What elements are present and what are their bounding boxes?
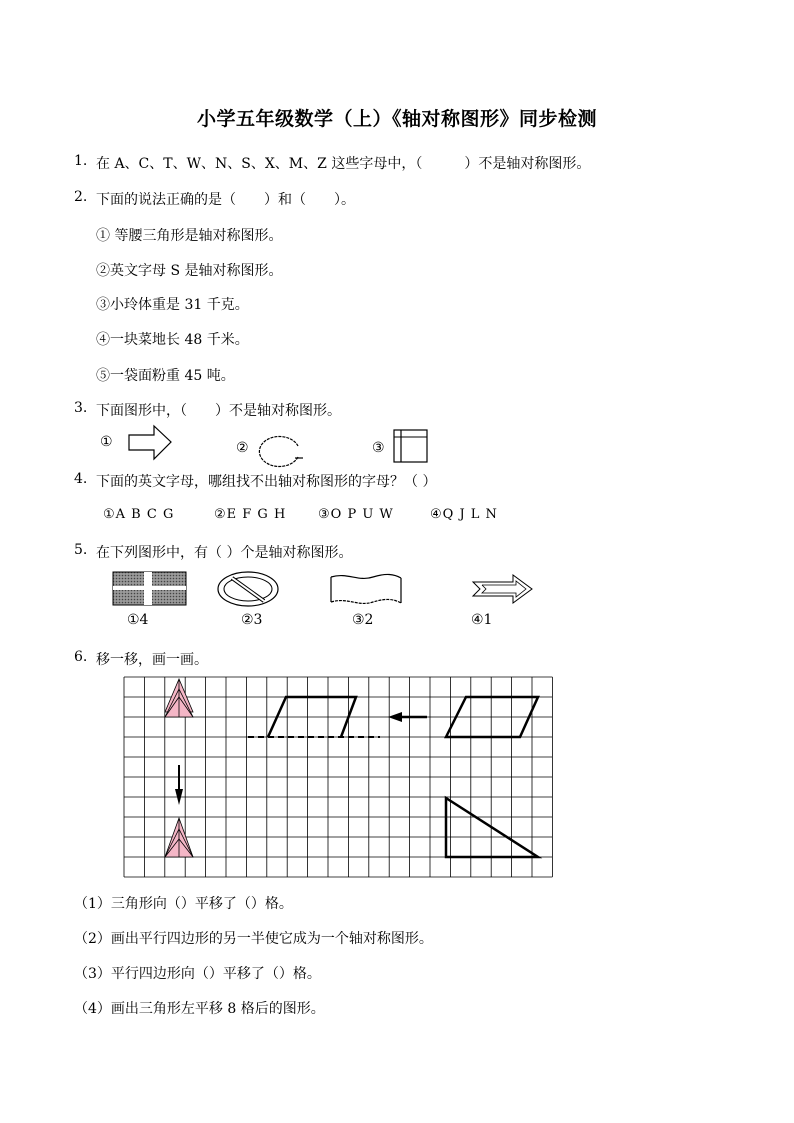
q5-label-2: ②3 xyxy=(241,612,263,628)
q6-number: 6. xyxy=(74,649,88,665)
q4-number: 4. xyxy=(74,471,88,487)
q3-label-3: ③ xyxy=(372,440,385,456)
left-arrow xyxy=(388,712,427,722)
q6-text: 移一移，画一画。 xyxy=(96,652,208,668)
down-arrow xyxy=(175,765,183,805)
q2-option-4: ④一块菜地长 48 千米。 xyxy=(96,332,249,348)
q2-option-3: ③小玲体重是 31 千克。 xyxy=(96,297,249,313)
q1-text: 在 A、C、T、W、N、S、X、M、Z 这些字母中，（ ）不是轴对称图形。 xyxy=(96,156,591,172)
q2-text: 下面的说法正确的是（ ）和（ ）。 xyxy=(96,192,355,208)
q6-sub-1: （1）三角形向（）平移了（）格。 xyxy=(74,896,293,912)
q4-text: 下面的英文字母，哪组找不出轴对称图形的字母？（ ） xyxy=(96,474,437,490)
crossed-ellipse xyxy=(216,570,280,608)
q5-label-1: ①4 xyxy=(127,612,149,628)
right-triangle xyxy=(446,798,538,857)
q5-label-3: ③2 xyxy=(352,612,374,628)
q5-text: 在下列图形中，有（ ）个是轴对称图形。 xyxy=(96,545,353,561)
q1-number: 1. xyxy=(74,153,88,169)
page-title: 小学五年级数学（上）《轴对称图形》同步检测 xyxy=(196,108,597,130)
q5-number: 5. xyxy=(74,542,88,558)
wavy-banner xyxy=(328,572,404,606)
q5-label-4: ④1 xyxy=(471,612,493,628)
q6-sub-2: （2）画出平行四边形的另一半使它成为一个轴对称图形。 xyxy=(74,931,433,947)
q2-option-5: ⑤一袋面粉重 45 吨。 xyxy=(96,368,235,384)
q4-option-2: ②E F G H xyxy=(214,507,287,522)
q4-option-3: ③O P U W xyxy=(318,507,394,522)
q6-sub-4: （4）画出三角形左平移 8 格后的图形。 xyxy=(74,1001,325,1017)
arrow-shape xyxy=(128,425,174,461)
q3-label-2: ② xyxy=(236,440,249,456)
top-triangle-stack xyxy=(165,679,193,717)
grid-figure xyxy=(124,677,558,879)
open-circle-shape xyxy=(258,428,304,464)
q4-option-4: ④Q J L N xyxy=(430,507,498,522)
q2-option-2: ②英文字母 S 是轴对称图形。 xyxy=(96,263,283,279)
q4-option-1: ①A B C G xyxy=(103,507,175,522)
q2-option-1: ① 等腰三角形是轴对称图形。 xyxy=(96,228,283,244)
double-arrow xyxy=(470,573,536,605)
hatched-rectangle xyxy=(112,571,188,607)
q3-number: 3. xyxy=(74,400,88,416)
q3-label-1: ① xyxy=(100,434,113,450)
square-with-line-shape xyxy=(393,427,429,465)
q3-text: 下面图形中，（ ）不是轴对称图形。 xyxy=(96,403,341,419)
q2-number: 2. xyxy=(74,189,88,205)
q6-sub-3: （3）平行四边形向（）平移了（）格。 xyxy=(74,966,321,982)
bottom-triangle-stack xyxy=(165,818,193,857)
